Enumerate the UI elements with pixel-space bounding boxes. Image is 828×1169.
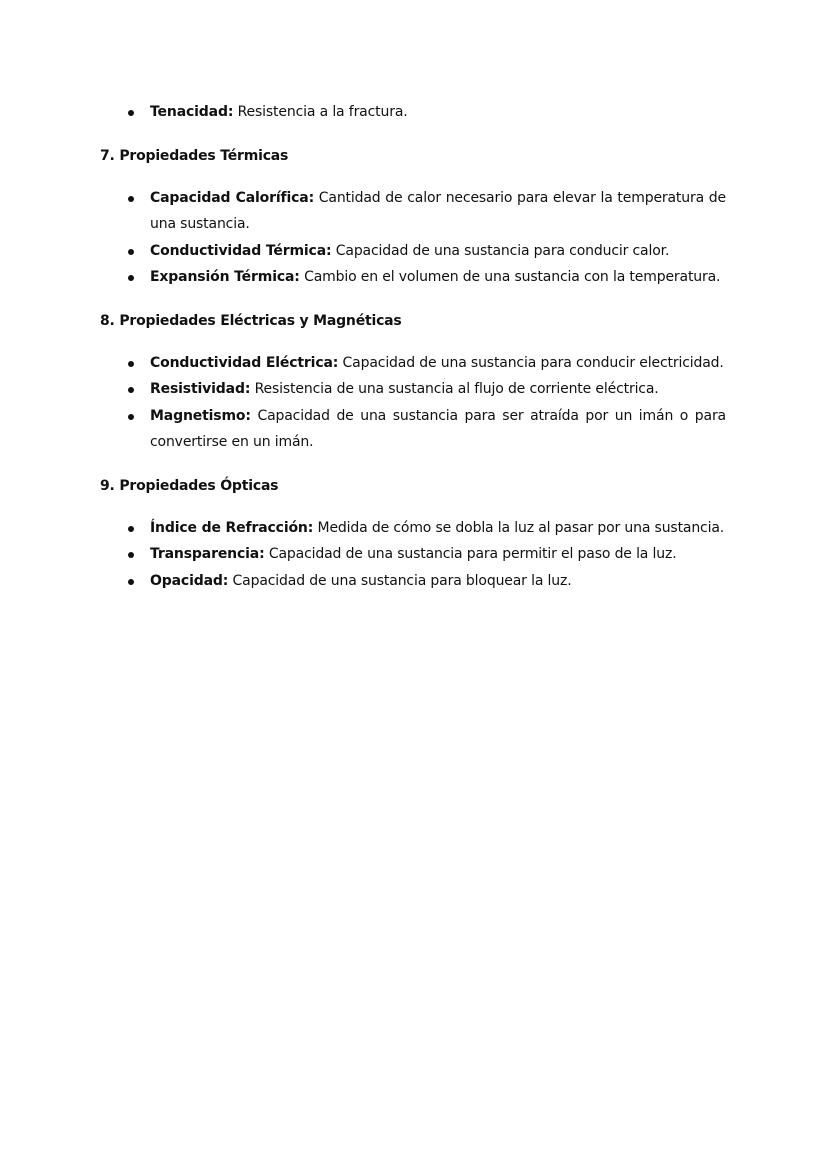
item-term: Transparencia:	[150, 546, 265, 562]
item-description: Capacidad de una sustancia para bloquear la luz.	[232, 572, 572, 589]
item-description: Capacidad de una sustancia para conducir electricidad.	[342, 354, 724, 371]
list-item	[100, 185, 726, 238]
item-term: Capacidad Calorífica:	[150, 189, 315, 206]
section-heading-electric-magnetic: 8. Propiedades Eléctricas y Magnéticas	[100, 312, 402, 329]
item-term: Índice de Refracción:	[150, 519, 314, 536]
list-item	[100, 238, 726, 265]
list-optical	[100, 515, 726, 595]
bullet-icon	[128, 579, 134, 585]
section-heading-thermal: 7. Propiedades Térmicas	[100, 147, 289, 164]
list-item	[100, 403, 726, 456]
item-description: Capacidad de una sustancia para ser atraída por un imán o para convertirse en un imán.	[150, 407, 726, 450]
list-item	[100, 264, 726, 291]
bullet-icon	[128, 249, 134, 255]
item-description: Capacidad de una sustancia para permitir el paso de la luz.	[268, 546, 677, 562]
bullet-icon	[128, 552, 134, 558]
list-item	[100, 376, 726, 403]
item-term: Tenacidad:	[150, 104, 234, 120]
list-item	[100, 568, 726, 595]
bullet-icon	[128, 387, 134, 393]
item-term: Conductividad Eléctrica:	[150, 354, 339, 371]
document-content	[100, 99, 726, 594]
item-description: Cambio en el volumen de una sustancia con la temperatura.	[304, 269, 721, 285]
item-description: Resistencia a la fractura.	[237, 104, 408, 120]
item-term: Resistividad:	[150, 381, 251, 397]
list-electric-magnetic	[100, 350, 726, 456]
list-item	[100, 350, 726, 377]
list-item	[100, 515, 726, 542]
list-item	[100, 99, 726, 126]
section-heading-optical: 9. Propiedades Ópticas	[100, 477, 279, 494]
item-term: Conductividad Térmica:	[150, 242, 332, 259]
list-continuation	[100, 99, 726, 126]
list-item	[100, 541, 726, 568]
bullet-icon	[128, 275, 134, 281]
item-description: Resistencia de una sustancia al flujo de corriente eléctrica.	[254, 381, 659, 397]
item-description: Cantidad de calor necesario para elevar la temperatura de una sustancia.	[150, 189, 726, 232]
bullet-icon	[128, 110, 134, 116]
bullet-icon	[128, 414, 134, 420]
bullet-icon	[128, 526, 134, 532]
list-thermal	[100, 185, 726, 291]
item-term: Opacidad:	[150, 572, 229, 589]
bullet-icon	[128, 361, 134, 367]
item-description: Medida de cómo se dobla la luz al pasar por una sustancia.	[317, 519, 725, 536]
bullet-icon	[128, 196, 134, 202]
item-term: Magnetismo:	[150, 407, 251, 424]
item-term: Expansión Térmica:	[150, 269, 300, 285]
item-description: Capacidad de una sustancia para conducir calor.	[335, 242, 670, 259]
